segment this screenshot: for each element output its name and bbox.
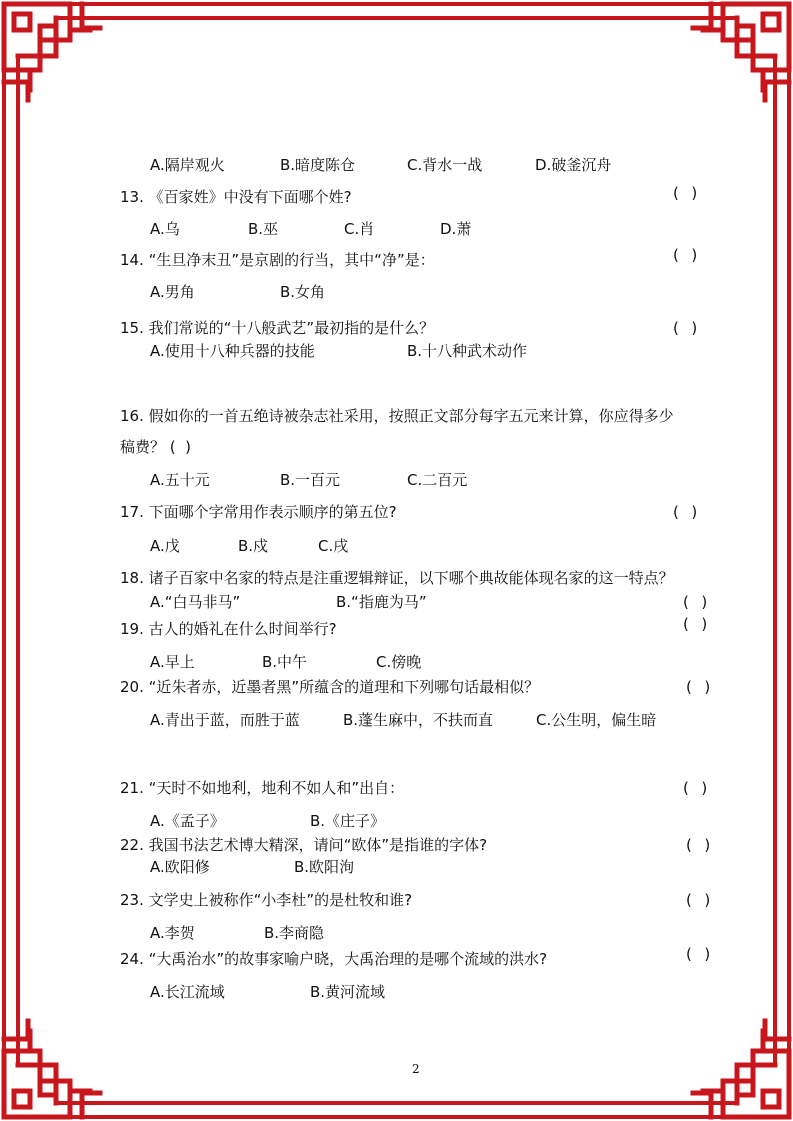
q13-answer-paren: ( ) xyxy=(673,184,699,202)
q13-option-a: A.乌 xyxy=(150,220,180,238)
q17-option-b: B.戍 xyxy=(238,537,269,555)
q20-option-b: B.蓬生麻中，不扶而直 xyxy=(343,711,494,729)
q15-answer-paren: ( ) xyxy=(673,319,699,337)
q18-text: 18. 诸子百家中名家的特点是注重逻辑辩证，以下哪个典故能体现名家的这一特点？ xyxy=(120,569,674,587)
q13-option-d: D.萧 xyxy=(440,220,472,238)
q21-option-a: A.《孟子》 xyxy=(150,812,225,830)
q16-text-line1: 16. 假如你的一首五绝诗被杂志社采用，按照正文部分每字五元来计算，你应得多少 xyxy=(120,407,674,425)
q23-answer-paren: ( ) xyxy=(686,891,712,909)
q14-answer-paren: ( ) xyxy=(673,246,699,264)
q12-option-c: C.背水一战 xyxy=(407,156,483,174)
q17-answer-paren: ( ) xyxy=(673,503,699,521)
q20-text: 20. “近朱者赤，近墨者黑”所蕴含的道理和下列哪句话最相似？ xyxy=(120,678,540,696)
q12-option-b: B.暗度陈仓 xyxy=(280,156,356,174)
q19-option-b: B.中午 xyxy=(262,653,308,671)
q16-option-b: B.一百元 xyxy=(280,471,341,489)
q17-option-a: A.戊 xyxy=(150,537,180,555)
q18-option-b: B.“指鹿为马” xyxy=(336,593,427,611)
q16-option-a: A.五十元 xyxy=(150,471,210,489)
q13-option-b: B.巫 xyxy=(248,220,279,238)
q19-answer-paren: ( ) xyxy=(683,615,709,633)
q18-option-a: A.“白马非马” xyxy=(150,593,241,611)
q23-text: 23. 文学史上被称作“小李杜”的是杜牧和谁? xyxy=(120,891,413,909)
q20-answer-paren: ( ) xyxy=(686,678,712,696)
q22-answer-paren: ( ) xyxy=(686,836,712,854)
q14-text: 14. “生旦净末丑”是京剧的行当，其中“净”是： xyxy=(120,251,435,269)
q22-option-a: A.欧阳修 xyxy=(150,858,210,876)
q18-answer-paren: ( ) xyxy=(683,593,709,611)
q13-text: 13. 《百家姓》中没有下面哪个姓? xyxy=(120,188,352,206)
q21-answer-paren: ( ) xyxy=(683,779,709,797)
q12-option-a: A.隔岸观火 xyxy=(150,156,225,174)
q12-option-d: D.破釜沉舟 xyxy=(535,156,612,174)
q15-option-a: A.使用十八种兵器的技能 xyxy=(150,342,315,360)
q17-option-c: C.戌 xyxy=(318,537,349,555)
q16-text-line2: 稿费？ ( ) xyxy=(120,438,192,456)
q21-text: 21. “天时不如地利，地利不如人和”出自： xyxy=(120,779,405,797)
q22-text: 22. 我国书法艺术博大精深，请问“欧体”是指谁的字体? xyxy=(120,836,488,854)
q24-text: 24. “大禹治水”的故事家喻户晓，大禹治理的是哪个流域的洪水? xyxy=(120,950,548,968)
page-number: 2 xyxy=(412,1062,420,1076)
q19-option-a: A.早上 xyxy=(150,653,195,671)
q22-option-b: B.欧阳洵 xyxy=(294,858,355,876)
q23-option-b: B.李商隐 xyxy=(264,924,325,942)
q14-option-a: A.男角 xyxy=(150,283,195,301)
q13-option-c: C.肖 xyxy=(344,220,375,238)
q14-option-b: B.女角 xyxy=(280,283,326,301)
q16-option-c: C.二百元 xyxy=(407,471,468,489)
q24-answer-paren: ( ) xyxy=(686,945,712,963)
q19-text: 19. 古人的婚礼在什么时间举行? xyxy=(120,620,337,638)
q20-option-c: C.公生明，偏生暗 xyxy=(536,711,657,729)
q21-option-b: B.《庄子》 xyxy=(310,812,386,830)
q15-option-b: B.十八种武术动作 xyxy=(407,342,528,360)
q20-option-a: A.青出于蓝，而胜于蓝 xyxy=(150,711,300,729)
q23-option-a: A.李贺 xyxy=(150,924,195,942)
q15-text: 15. 我们常说的“十八般武艺”最初指的是什么？ xyxy=(120,319,435,337)
q24-option-a: A.长江流域 xyxy=(150,983,225,1001)
q24-option-b: B.黄河流域 xyxy=(310,983,386,1001)
q19-option-c: C.傍晚 xyxy=(376,653,422,671)
q17-text: 17. 下面哪个字常用作表示顺序的第五位? xyxy=(120,503,397,521)
